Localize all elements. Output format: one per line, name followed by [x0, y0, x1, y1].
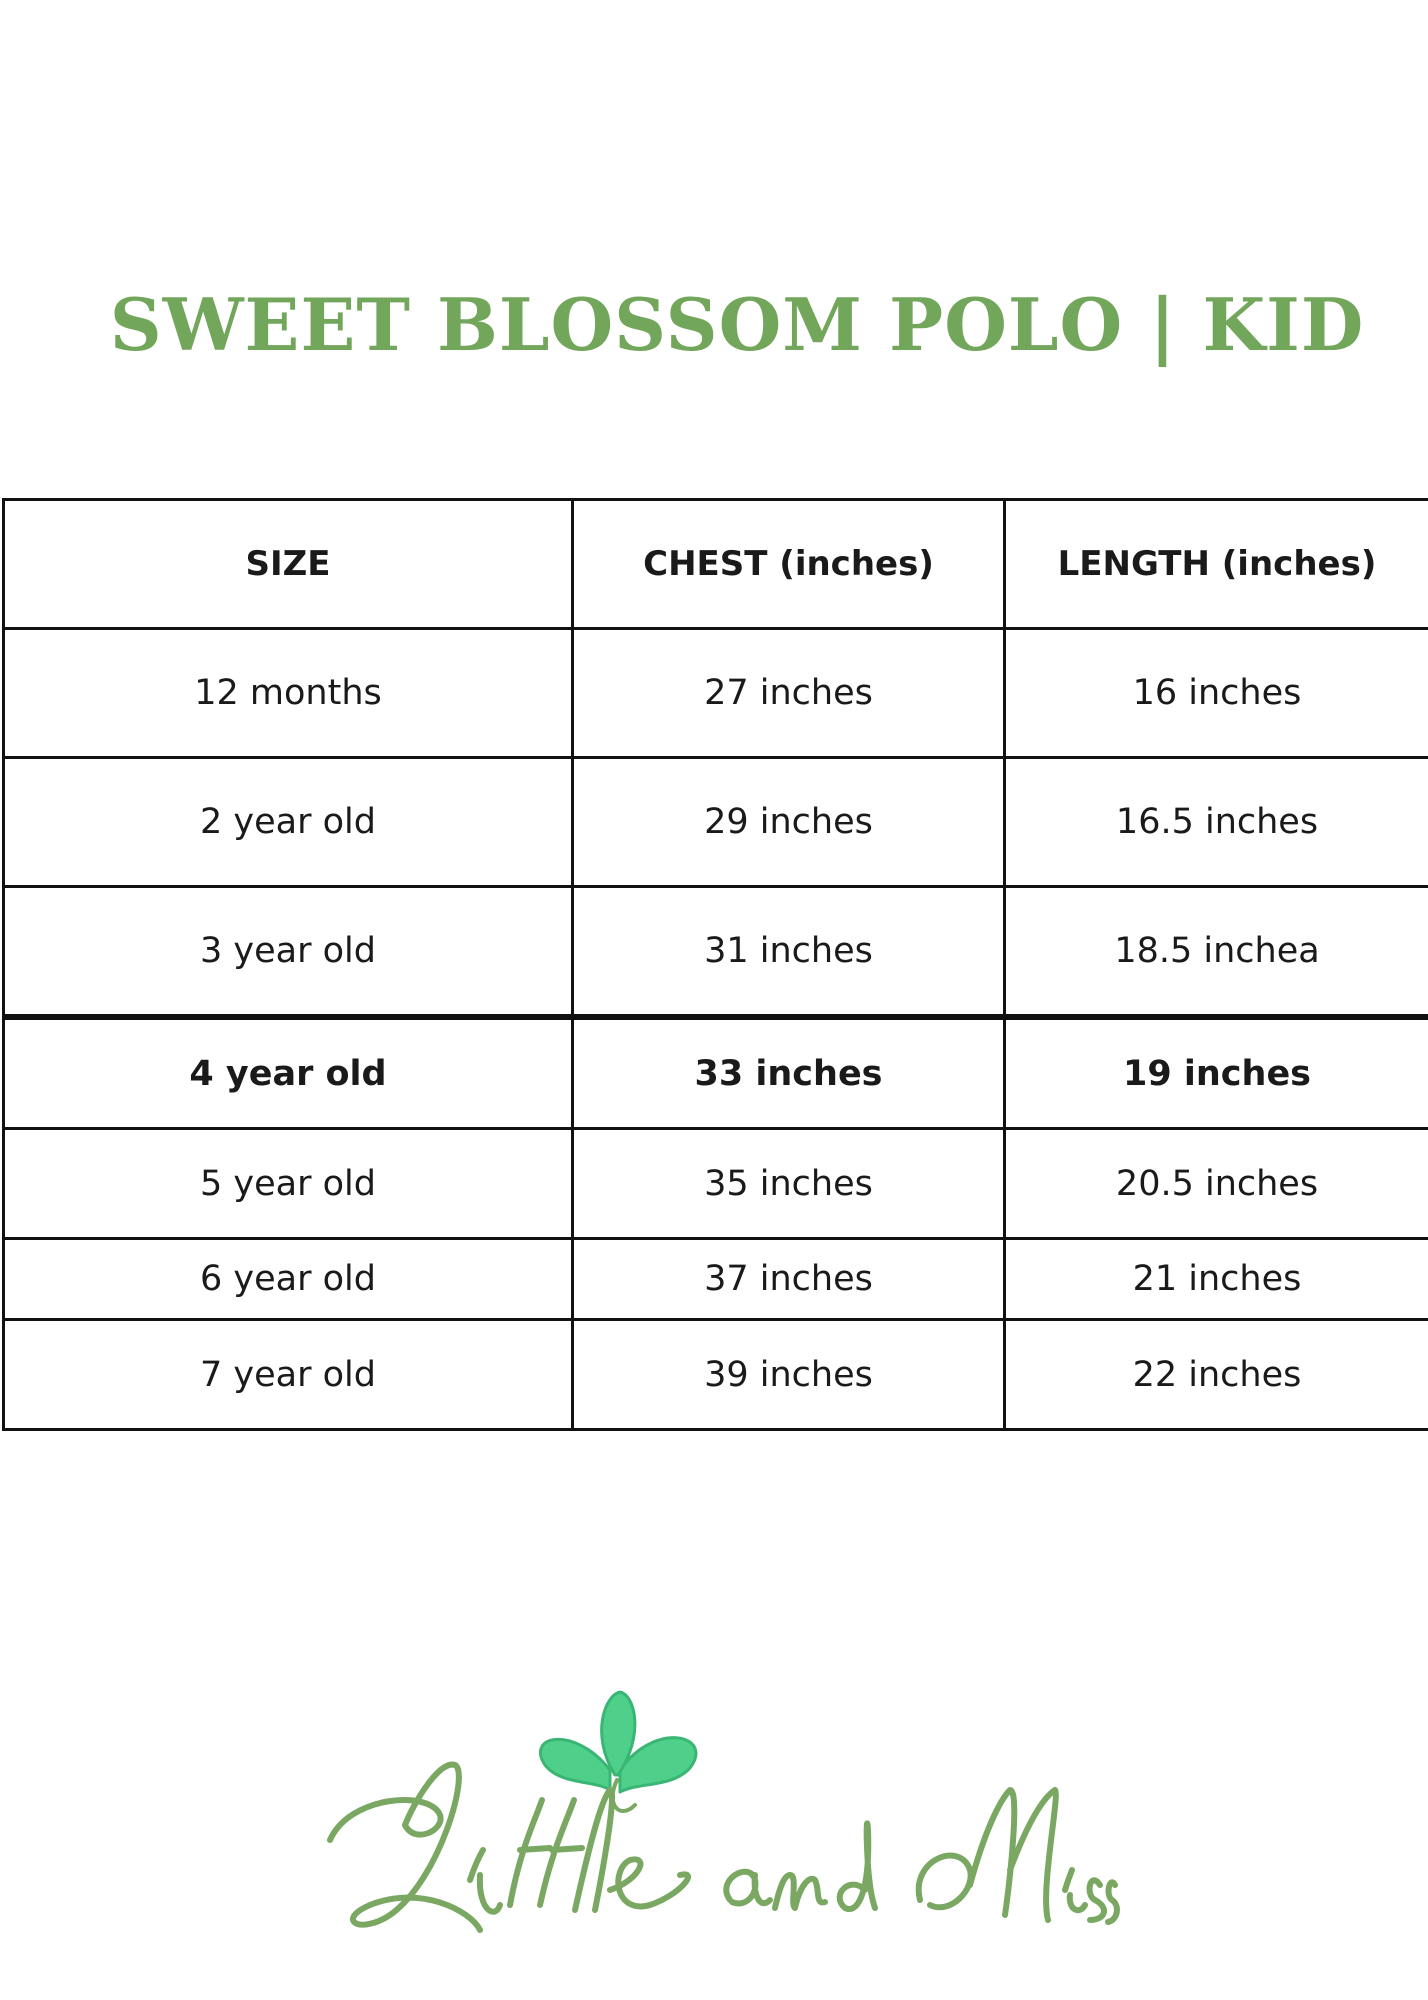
header-chest: CHEST (inches)	[573, 500, 1005, 629]
header-length: LENGTH (inches)	[1005, 500, 1428, 629]
length-cell: 20.5 inches	[1005, 1129, 1428, 1239]
size-cell: 2 year old	[4, 758, 573, 887]
chest-cell: 27 inches	[573, 629, 1005, 758]
size-cell: 4 year old	[4, 1017, 573, 1129]
length-cell: 16 inches	[1005, 629, 1428, 758]
logo-wordmark	[330, 1765, 1117, 1930]
chest-cell: 29 inches	[573, 758, 1005, 887]
chest-cell: 37 inches	[573, 1239, 1005, 1320]
table-row	[4, 758, 1428, 887]
table-row	[4, 887, 1428, 1018]
chest-cell: 35 inches	[573, 1129, 1005, 1239]
table-row	[4, 1320, 1428, 1430]
length-cell: 21 inches	[1005, 1239, 1428, 1320]
brand-logo	[320, 1680, 1120, 1970]
size-cell: 7 year old	[4, 1320, 573, 1430]
table-row	[4, 629, 1428, 758]
length-cell: 18.5 inchea	[1005, 887, 1428, 1018]
length-cell: 22 inches	[1005, 1320, 1428, 1430]
table-header-row	[4, 500, 1428, 629]
size-cell: 3 year old	[4, 887, 573, 1018]
header-size: SIZE	[4, 500, 573, 629]
length-cell: 16.5 inches	[1005, 758, 1428, 887]
page-title: SWEET BLOSSOM POLO | KID	[109, 282, 1365, 367]
size-cell: 6 year old	[4, 1239, 573, 1320]
size-cell: 12 months	[4, 629, 573, 758]
chest-cell: 31 inches	[573, 887, 1005, 1018]
table-row-highlighted	[4, 1017, 1428, 1129]
size-chart-table	[2, 498, 1428, 1431]
table-row	[4, 1239, 1428, 1320]
length-cell: 19 inches	[1005, 1017, 1428, 1129]
chest-cell: 39 inches	[573, 1320, 1005, 1430]
table-row	[4, 1129, 1428, 1239]
butterfly-icon	[540, 1692, 695, 1811]
size-cell: 5 year old	[4, 1129, 573, 1239]
chest-cell: 33 inches	[573, 1017, 1005, 1129]
